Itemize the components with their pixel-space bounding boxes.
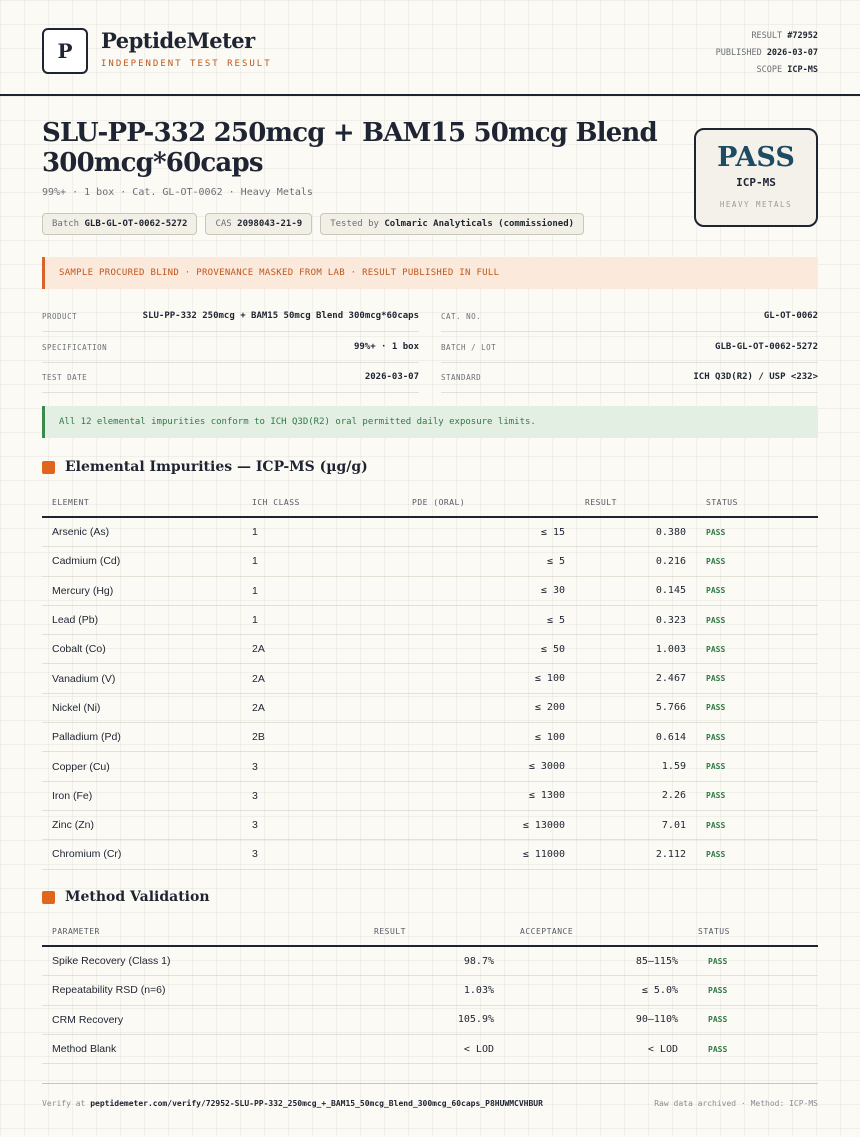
- info-label: TEST DATE: [42, 372, 88, 382]
- pde-limit: ≤ 200: [402, 693, 575, 722]
- parameter-name: Spike Recovery (Class 1): [42, 946, 292, 976]
- parameter-name: Repeatability RSD (n=6): [42, 976, 292, 1005]
- impurities-table: [42, 488, 818, 870]
- table-row: [42, 946, 818, 976]
- result-id: #72952: [787, 31, 818, 41]
- pde-limit: ≤ 100: [402, 664, 575, 693]
- element-name: Lead (Pb): [42, 605, 242, 634]
- validation-title-text: Method Validation: [65, 889, 210, 905]
- scope-label: SCOPE: [756, 65, 783, 75]
- info-value: SLU-PP-332 250mcg + BAM15 50mcg Blend 300mcg*60caps: [142, 311, 419, 321]
- pde-limit: ≤ 1300: [402, 781, 575, 810]
- chip-value: Colmaric Analyticals (commissioned): [384, 219, 575, 229]
- validation-section-title: [42, 889, 210, 905]
- result-value: 2.112: [575, 840, 696, 869]
- ich-class: 1: [242, 547, 402, 576]
- result-value: 1.003: [575, 635, 696, 664]
- product-title: SLU-PP-332 250mcg + BAM15 50mcg Blend 300mcg*60caps: [42, 118, 657, 178]
- ich-class: 1: [242, 576, 402, 605]
- badge-category: HEAVY METALS: [719, 200, 793, 209]
- logo-letter: P: [57, 39, 73, 63]
- impurities-section-title: [42, 459, 368, 475]
- cas-chip: [205, 213, 312, 235]
- status-badge: PASS: [696, 693, 818, 722]
- pde-limit: ≤ 5: [402, 547, 575, 576]
- pde-limit: ≤ 5: [402, 605, 575, 634]
- result-value: 1.03%: [292, 976, 504, 1005]
- verify-link[interactable]: peptidemeter.com/verify/72952-SLU-PP-332_250mcg_+_BAM15_50mcg_Blend_300mcg_60caps_P8HUWMCVHBUR: [90, 1099, 543, 1108]
- brand-name: PeptideMeter: [101, 28, 255, 53]
- col-header-element: ELEMENT: [42, 488, 242, 517]
- verify-line: [42, 1099, 543, 1108]
- result-value: 0.216: [575, 547, 696, 576]
- verify-prefix: Verify at: [42, 1099, 86, 1108]
- acceptance-range: < LOD: [504, 1034, 688, 1063]
- result-value: 2.26: [575, 781, 696, 810]
- table-row: [42, 976, 818, 1005]
- table-row: [42, 576, 818, 605]
- parameter-name: CRM Recovery: [42, 1005, 292, 1034]
- badge-status: PASS: [717, 142, 795, 173]
- info-label: CAT. NO.: [441, 311, 482, 321]
- status-badge: PASS: [696, 635, 818, 664]
- ich-class: 2A: [242, 635, 402, 664]
- element-name: Mercury (Hg): [42, 576, 242, 605]
- info-label: BATCH / LOT: [441, 342, 497, 352]
- status-badge: PASS: [688, 976, 818, 1005]
- result-value: 2.467: [575, 664, 696, 693]
- acceptance-range: ≤ 5.0%: [504, 976, 688, 1005]
- chip-value: GLB-GL-OT-0062-5272: [84, 219, 188, 229]
- result-value: 98.7%: [292, 946, 504, 976]
- status-badge: PASS: [688, 1034, 818, 1063]
- pde-limit: ≤ 50: [402, 635, 575, 664]
- element-name: Cadmium (Cd): [42, 547, 242, 576]
- result-label: RESULT: [751, 31, 783, 41]
- batch-chip: [42, 213, 197, 235]
- table-row: [42, 752, 818, 781]
- status-badge: PASS: [696, 840, 818, 869]
- ich-class: 3: [242, 810, 402, 839]
- result-value: 7.01: [575, 810, 696, 839]
- ich-class: 3: [242, 781, 402, 810]
- published-date: 2026-03-07: [766, 48, 818, 58]
- scope-value: ICP-MS: [787, 65, 818, 75]
- element-name: Copper (Cu): [42, 752, 242, 781]
- col-header-result: RESULT: [575, 488, 696, 517]
- status-badge: PASS: [688, 946, 818, 976]
- status-badge: PASS: [696, 605, 818, 634]
- status-badge: PASS: [696, 517, 818, 547]
- product-chips: [42, 213, 584, 235]
- info-row-specification: [42, 332, 419, 363]
- col-header-acceptance: ACCEPTANCE: [504, 917, 688, 946]
- col-header-status: STATUS: [688, 917, 818, 946]
- brand-tagline: INDEPENDENT TEST RESULT: [101, 59, 272, 69]
- info-label: PRODUCT: [42, 311, 78, 321]
- element-name: Arsenic (As): [42, 517, 242, 547]
- chip-label: Tested by: [330, 219, 379, 229]
- table-row: [42, 840, 818, 869]
- impurities-title-text: Elemental Impurities — ICP-MS (µg/g): [65, 459, 368, 475]
- result-value: 5.766: [575, 693, 696, 722]
- col-header-pde: PDE (ORAL): [402, 488, 575, 517]
- conformance-notice: [42, 406, 818, 438]
- table-row: [42, 1005, 818, 1034]
- section-marker-icon: [42, 461, 55, 474]
- chip-label: CAS: [215, 219, 232, 229]
- validation-header-row: [42, 917, 818, 946]
- result-value: 0.145: [575, 576, 696, 605]
- info-value: GL-OT-0062: [763, 311, 818, 321]
- result-value: 0.323: [575, 605, 696, 634]
- pde-limit: ≤ 11000: [402, 840, 575, 869]
- element-name: Cobalt (Co): [42, 635, 242, 664]
- status-badge: PASS: [696, 781, 818, 810]
- table-row: [42, 781, 818, 810]
- published-label: PUBLISHED: [715, 48, 762, 58]
- info-value: 99%+ · 1 box: [353, 342, 419, 352]
- info-value: 2026-03-07: [364, 372, 419, 382]
- table-row: [42, 810, 818, 839]
- parameter-name: Method Blank: [42, 1034, 292, 1063]
- impurities-header-row: [42, 488, 818, 517]
- result-id-line: [716, 28, 818, 45]
- brand-logo: [42, 28, 88, 74]
- info-label: SPECIFICATION: [42, 342, 108, 352]
- product-subtitle: 99%+ · 1 box · Cat. GL-OT-0062 · Heavy Metals: [42, 187, 313, 198]
- table-row: [42, 693, 818, 722]
- ich-class: 1: [242, 517, 402, 547]
- section-marker-icon: [42, 891, 55, 904]
- element-name: Zinc (Zn): [42, 810, 242, 839]
- archive-note: Raw data archived · Method: ICP-MS: [654, 1099, 818, 1108]
- element-name: Nickel (Ni): [42, 693, 242, 722]
- col-header-class: ICH CLASS: [242, 488, 402, 517]
- element-name: Vanadium (V): [42, 664, 242, 693]
- result-value: 0.614: [575, 723, 696, 752]
- info-row-batch-lot: [441, 332, 818, 363]
- pde-limit: ≤ 100: [402, 723, 575, 752]
- element-name: Iron (Fe): [42, 781, 242, 810]
- col-header-result: RESULT: [292, 917, 504, 946]
- conformance-notice-text: All 12 elemental impurities conform to ICH Q3D(R2) oral permitted daily exposure limits.: [59, 417, 536, 427]
- status-badge: PASS: [696, 576, 818, 605]
- validation-table: [42, 917, 818, 1064]
- ich-class: 2B: [242, 723, 402, 752]
- col-header-status: STATUS: [696, 488, 818, 517]
- info-row-test-date: [42, 362, 419, 393]
- procurement-notice-text: SAMPLE PROCURED BLIND · PROVENANCE MASKED FROM LAB · RESULT PUBLISHED IN FULL: [59, 268, 500, 278]
- pass-badge: [694, 128, 818, 227]
- result-value: 1.59: [575, 752, 696, 781]
- info-row-cat-no: [441, 301, 818, 332]
- table-row: [42, 635, 818, 664]
- table-row: [42, 664, 818, 693]
- info-value: ICH Q3D(R2) / USP <232>: [693, 372, 818, 382]
- acceptance-range: 85–115%: [504, 946, 688, 976]
- tested-by-chip: [320, 213, 584, 235]
- table-row: [42, 547, 818, 576]
- result-value: 105.9%: [292, 1005, 504, 1034]
- result-value: 0.380: [575, 517, 696, 547]
- element-name: Palladium (Pd): [42, 723, 242, 752]
- badge-method: ICP-MS: [736, 176, 776, 189]
- table-row: [42, 1034, 818, 1063]
- result-value: < LOD: [292, 1034, 504, 1063]
- report-meta: [716, 28, 818, 79]
- table-row: [42, 723, 818, 752]
- ich-class: 1: [242, 605, 402, 634]
- chip-label: Batch: [52, 219, 80, 229]
- acceptance-range: 90–110%: [504, 1005, 688, 1034]
- chip-value: 2098043-21-9: [237, 219, 303, 229]
- status-badge: PASS: [696, 810, 818, 839]
- info-value: GLB-GL-OT-0062-5272: [715, 342, 818, 352]
- status-badge: PASS: [696, 547, 818, 576]
- scope-line: [716, 62, 818, 79]
- info-row-standard: [441, 362, 818, 393]
- pde-limit: ≤ 15: [402, 517, 575, 547]
- ich-class: 3: [242, 752, 402, 781]
- info-row-product: [42, 301, 419, 332]
- info-label: STANDARD: [441, 372, 482, 382]
- status-badge: PASS: [696, 664, 818, 693]
- ich-class: 3: [242, 840, 402, 869]
- table-row: [42, 605, 818, 634]
- status-badge: PASS: [696, 752, 818, 781]
- ich-class: 2A: [242, 693, 402, 722]
- status-badge: PASS: [688, 1005, 818, 1034]
- pde-limit: ≤ 3000: [402, 752, 575, 781]
- footer-divider: [42, 1083, 818, 1084]
- pde-limit: ≤ 13000: [402, 810, 575, 839]
- procurement-notice: [42, 257, 818, 289]
- table-row: [42, 517, 818, 547]
- published-line: [716, 45, 818, 62]
- status-badge: PASS: [696, 723, 818, 752]
- pde-limit: ≤ 30: [402, 576, 575, 605]
- col-header-parameter: PARAMETER: [42, 917, 292, 946]
- header-divider: [0, 94, 860, 96]
- element-name: Chromium (Cr): [42, 840, 242, 869]
- ich-class: 2A: [242, 664, 402, 693]
- brand-block: [101, 28, 272, 69]
